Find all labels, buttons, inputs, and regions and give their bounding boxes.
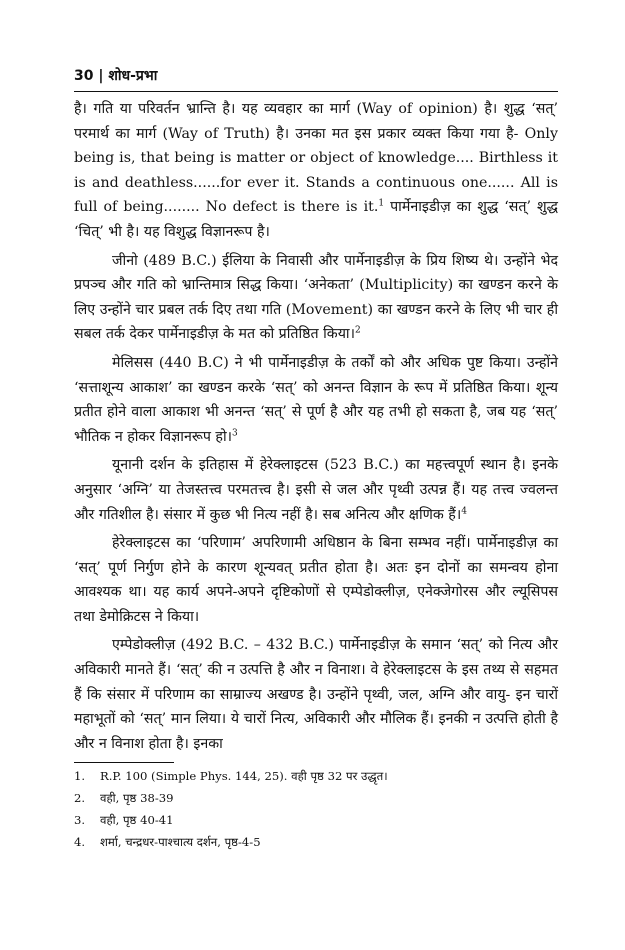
- body-text: [74, 97, 558, 756]
- footnote-item: 1. R.P. 100 (Simple Phys. 144, 25). वही पृष्ठ 32 पर उद्धृत।: [74, 769, 388, 784]
- paragraph-6: एम्पेडोक्लीज़ (492 B.C. – 432 B.C.) पार्मेनाइडीज़ के समान ‘सत्’ को नित्य और अविकारी मानते हैं। ‘सत्’ की न उत्पत्ति है और न विनाश। वे हेरेक्लाइटस के इस तथ्य से सहमत हैं कि संसार में परिणाम का साम्राज्य अखण्ड है। उन्होंने पृथ्वी, जल, अग्नि और वायु- इन चारों महाभूतों को ‘सत्’ मान लिया। ये चारों नित्य, अविकारी और मौलिक हैं। इनकी न उत्पत्ति होती है और न विनाश होता है। इनका: [74, 637, 558, 752]
- paragraph-3: मेलिसस (440 B.C) ने भी पार्मेनाइडीज़ के तर्कों को और अधिक पुष्ट किया। उन्होंने ‘सत्ताशून्य आकाश’ का खण्डन करके ‘सत्’ को अनन्त विज्ञान के रूप में प्रतिष्ठित किया। शून्य प्रतीत होने वाला आकाश भी अनन्त ‘सत्’ से पूर्ण है और यह तभी हो सकता है, जब यह ‘सत्’ भौतिक न होकर विज्ञानरूप हो।$^3$: [74, 354, 558, 445]
- paragraph-1: है। गति या परिवर्तन भ्रान्ति है। यह व्यवहार का मार्ग (Way of opinion) है। शुद्ध ‘सत्’ परमार्थ का मार्ग (Way of Truth) है। उनका मत इस प्रकार व्यक्त किया गया है- Only being is, that being is matter or object of knowledge.... Birthless it is and deathless......for ever it. Stands a continuous one...... All is full of being........ No defect is there is it.$^1$ पार्मेनाइडीज़ का शुद्ध ‘सत्’ शुद्ध ‘चित्’ भी है। यह विशुद्ध विज्ञानरूप है।: [74, 101, 558, 240]
- footnote-ref-2: 2: [354, 325, 361, 336]
- footnote-ref-4: 4: [461, 505, 467, 516]
- page-number: 30: [74, 68, 94, 84]
- running-header: [74, 66, 558, 92]
- header-separator: |: [98, 68, 104, 84]
- paragraph-5: हेरेक्लाइटस का ‘परिणाम’ अपरिणामी अधिष्ठान के बिना सम्भव नहीं। पार्मेनाइडीज़ का ‘सत्’ पूर्ण निर्गुण होने के कारण शून्यवत् प्रतीत होता है। अतः इन दोनों का समन्वय होना आवश्यक था। यह कार्य अपने-अपने दृष्टिकोणों से एम्पेडोक्लीज़, एनेक्जेगोरस और ल्यूसिपस तथा डेमोक्रिटस ने किया।: [74, 535, 558, 625]
- document-page: [74, 66, 558, 853]
- footnote-ref-1: 1: [378, 198, 385, 209]
- footnotes: [74, 765, 558, 853]
- footnote-item: 2. वही, पृष्ठ 38-39: [74, 791, 174, 806]
- footnote-item: 3. वही, पृष्ठ 40-41: [74, 813, 174, 828]
- journal-title: शोध-प्रभा: [108, 68, 158, 84]
- footnote-item: 4. शर्मा, चन्द्रधर-पाश्चात्य दर्शन, पृष्ठ-4-5: [74, 835, 261, 850]
- paragraph-2: जीनो (489 B.C.) ईलिया के निवासी और पार्मेनाइडीज़ के प्रिय शिष्य थे। उन्होंने भेद प्रपञ्च और गति को भ्रान्तिमात्र सिद्ध किया। ‘अनेकता’ (Multiplicity) का खण्डन करने के लिए उन्होंने चार प्रबल तर्क दिए तथा गति (Movement) का खण्डन करने के लिए भी चार ही सबल तर्क देकर पार्मेनाइडीज़ के मत को प्रतिष्ठित किया।$^2$: [74, 252, 558, 343]
- paragraph-4: यूनानी दर्शन के इतिहास में हेरेक्लाइटस (523 B.C.) का महत्त्वपूर्ण स्थान है। इनके अनुसार ‘अग्नि’ या तेजस्तत्त्व परमतत्त्व है। इसी से जल और पृथ्वी उत्पन्न हैं। यह तत्त्व ज्वलन्त और गतिशील है। संसार में कुछ भी नित्य नहीं है। सब अनित्य और क्षणिक हैं।$^4$: [74, 457, 558, 523]
- footnote-divider: [74, 762, 174, 763]
- footnote-ref-3: 3: [232, 427, 238, 438]
